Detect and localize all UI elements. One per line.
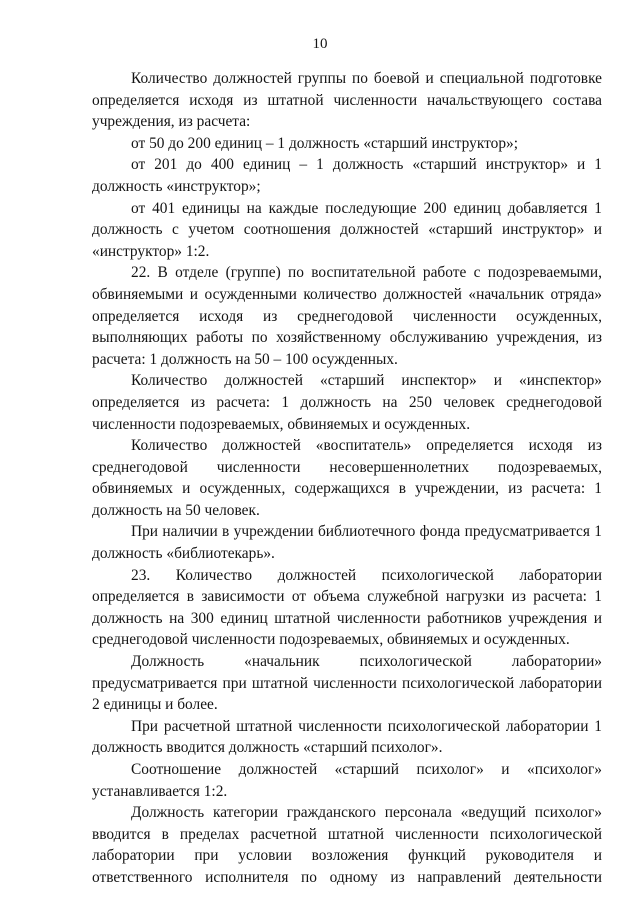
paragraph-4: от 401 единицы на каждые последующие 200 единиц добавляется 1 должность с учетом соотношения должностей «старший инструктор» и «инструктор» 1:2. <box>92 199 602 260</box>
paragraph-3: от 201 до 400 единиц – 1 должность «старший инструктор» и 1 должность «инструктор»; <box>92 156 602 195</box>
paragraph-10: Должность «начальник психологической лаборатории» предусматривается при штатной численности психологической лаборатории 2 единицы и более. <box>92 653 602 714</box>
paragraph-9: 23. Количество должностей психологической лаборатории определяется в зависимости от объема служебной нагрузки из расчета: 1 должность на 300 единиц штатной численности работников учреждения и среднегодовой численности подозреваемых, обвиняемых и осужденных. <box>92 566 602 649</box>
document-body <box>92 68 602 889</box>
paragraph-5: 22. В отделе (группе) по воспитательной работе с подозреваемыми, обвиняемыми и осужденными количество должностей «начальник отряда» определяется исходя из среднегодовой численности осужденных, выполняющих работы по хозяйственному обслуживанию учреждения, из расчета: 1 должность на 50 – 100 осужденных. <box>92 264 602 368</box>
paragraph-2: от 50 до 200 единиц – 1 должность «старший инструктор»; <box>131 134 519 152</box>
paragraph-11: При расчетной штатной численности психологической лаборатории 1 должность вводится должность «старший психолог». <box>92 717 602 757</box>
paragraph-12: Соотношение должностей «старший психолог» и «психолог» устанавливается 1:2. <box>92 761 602 800</box>
paragraph-6: Количество должностей «старший инспектор» и «инспектор» определяется из расчета: 1 должность на 250 человек среднегодовой численности подозреваемых, обвиняемых и осужденных. <box>92 372 602 433</box>
page-number: 10 <box>312 36 328 52</box>
paragraph-7: Количество должностей «воспитатель» определяется исходя из среднегодовой численности несовершеннолетних подозреваемых, обвиняемых и осужденных, содержащихся в учреждении, из расчета: 1 должность на 50 человек. <box>92 437 602 519</box>
paragraph-13: Должность категории гражданского персонала «ведущий психолог» вводится в пределах расчетной штатной численности психологической лаборатории при условии возложения функций руководителя и ответственного исполнителя по одному из направлений деятельности <box>92 804 602 886</box>
paragraph-1: Количество должностей группы по боевой и специальной подготовке определяется исходя из штатной численности начальствующего состава учреждения, из расчета: <box>92 70 602 131</box>
paragraph-8: При наличии в учреждении библиотечного фонда предусматривается 1 должность «библиотекарь». <box>92 523 602 563</box>
